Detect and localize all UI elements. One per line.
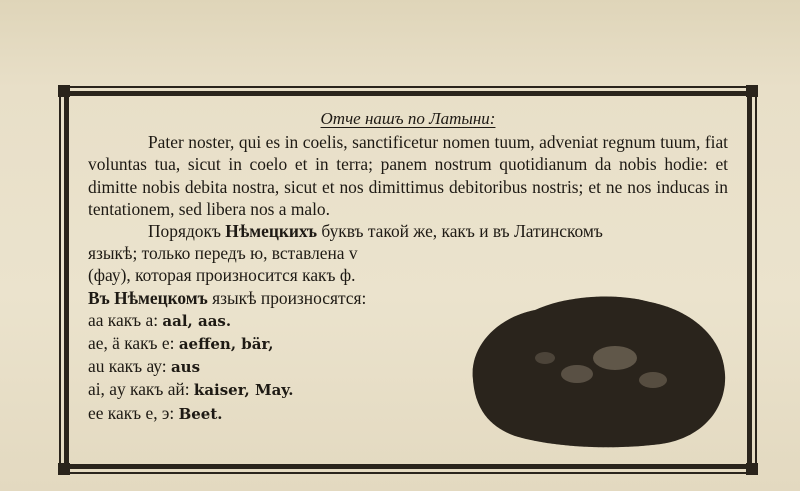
corner-ornament <box>58 463 70 475</box>
order-line-2: языкѣ; только передъ ю, вставлена v <box>88 243 358 264</box>
row-rule: au какъ ау: <box>88 356 167 377</box>
engraving-highlight <box>639 372 667 388</box>
row-examples: aeffen, bär, <box>178 335 274 354</box>
row-examples: Beet. <box>178 404 223 423</box>
engraving-texture <box>473 296 726 447</box>
page-title: Отче нашъ по Латыни: <box>320 109 496 128</box>
order-text: буквъ такой же, какъ и въ Латинскомъ <box>317 221 603 242</box>
order-bold-word: Нѣмецкихъ <box>225 221 318 242</box>
order-line-1 <box>88 220 728 242</box>
order-text: Порядокъ <box>148 221 226 242</box>
corner-ornament <box>58 85 70 97</box>
engraving-highlight <box>561 365 593 383</box>
row-rule: ee какъ е, э: <box>88 402 175 423</box>
latin-prayer-text: Pater noster, qui es in coelis, sanctificetur nomen tuum, adveniat regnum tuum, fiat voluntas tua, sicut in coelo et in terra; panem nostrum quotidianum da nobis hodie: et dimitte nobis debita nostra, sicut et nos dimittimus debitoribus nostris; et ne nos inducas in tentationem, sed libera nos a malo. <box>88 132 728 219</box>
engraving-illustration <box>465 288 730 448</box>
row-examples: kaiser, May. <box>193 381 294 400</box>
engraving-highlight <box>535 352 555 364</box>
corner-ornament <box>746 85 758 97</box>
row-rule: ai, ay какъ ай: <box>88 379 190 400</box>
row-examples: aus <box>170 358 201 377</box>
row-rule: aa какъ а: <box>88 309 159 330</box>
order-line-3: (фау), которая произносится какъ ф. <box>88 265 356 286</box>
row-examples: aal, aas. <box>162 311 232 330</box>
heading-rest: языкѣ произносятся: <box>207 287 367 308</box>
row-rule: ae, ä какъ е: <box>88 333 175 354</box>
latin-prayer <box>88 131 728 220</box>
corner-ornament <box>746 463 758 475</box>
engraving-highlight <box>593 346 637 370</box>
heading-bold: Въ Нѣмецкомъ <box>88 287 208 308</box>
